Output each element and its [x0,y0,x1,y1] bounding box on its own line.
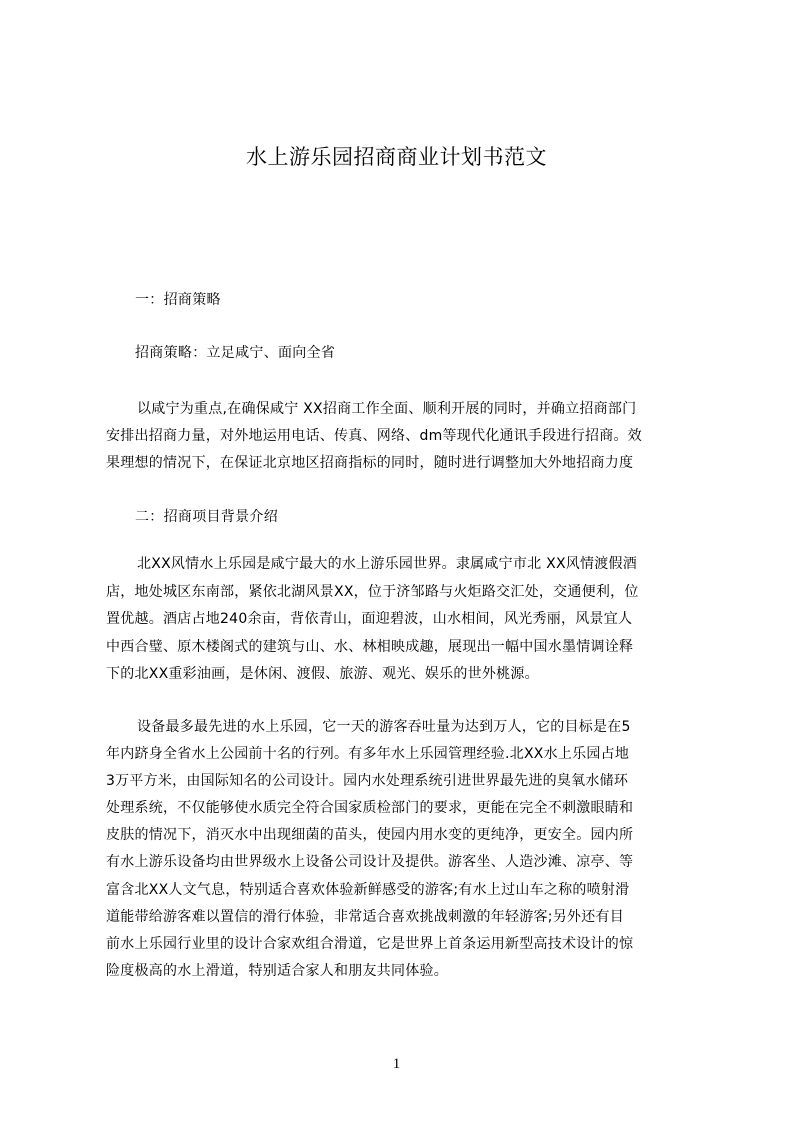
paragraph-line: 富含北XX人文气息，特别适合喜欢体验新鲜感受的游客;有水上过山车之称的喷射滑 [106,882,630,898]
paragraph-line: 处理系统，不仅能够使水质完全符合国家质检部门的要求，更能在完全不刺激眼睛和 [106,800,634,816]
paragraph-line: 果理想的情况下，在保证北京地区招商指标的同时，随时进行调整加大外地招商力度 [106,455,634,471]
paragraph-line: 皮肤的情况下，消灭水中出现细菌的苗头，使园内用水变的更纯净，更安全。园内所 [106,827,634,843]
page-number: 1 [392,1056,401,1072]
paragraph-line: 设备最多最先进的水上乐园，它一天的游客吞吐量为达到万人，它的目标是在5 [137,719,631,735]
strategy-subheading: 招商策略：立足咸宁、面向全省 [135,345,336,361]
paragraph-line: 北XX风情水上乐园是咸宁最大的水上游乐园世界。隶属咸宁市北 XX风情渡假酒 [137,556,638,572]
paragraph-line: 前水上乐园行业里的设计合家欢组合滑道，它是世界上首条运用新型高技术设计的惊 [106,936,634,952]
paragraph-line: 险度极高的水上滑道，特别适合家人和朋友共同体验。 [106,963,448,979]
paragraph-line: 年内跻身全省水上公园前十名的行列。有多年水上乐园管理经验.北XX水上乐园占地 [106,746,630,762]
paragraph-line: 置优越。酒店占地240余亩，背依青山，面迎碧波，山水相间，风光秀丽，风景宜人 [106,611,633,627]
paragraph-line: 道能带给游客难以置信的滑行体验，非常适合喜欢挑战刺激的年轻游客;另外还有目 [106,909,624,925]
paragraph-line: 店，地处城区东南部，紧依北湖风景XX，位于济邹路与火炬路交汇处，交通便利，位 [106,584,639,600]
paragraph-line: 3万平方米，由国际知名的公司设计。园内水处理系统引进世界最先进的臭氧水储环 [106,773,629,789]
document-title: 水上游乐园招商商业计划书范文 [246,145,547,169]
paragraph-line: 中西合璧、原木楼阁式的建筑与山、水、林相映成趣，展现出一幅中国水墨情调诠释 [106,639,634,655]
paragraph-line: 有水上游乐设备均由世界级水上设备公司设计及提供。游客坐、人造沙滩、凉亭、等 [106,854,634,870]
section-heading-investment-strategy: 一：招商策略 [135,292,221,308]
paragraph-line: 下的北XX重彩油画，是休闲、渡假、旅游、观光、娱乐的世外桃源。 [106,666,539,682]
paragraph-line: 以咸宁为重点,在确保咸宁 XX招商工作全面、顺利开展的同时，并确立招商部门 [137,401,637,417]
section-heading-project-background: 二：招商项目背景介绍 [135,509,278,525]
paragraph-line: 安排出招商力量，对外地运用电话、传真、网络、dm等现代化通讯手段进行招商。效 [106,428,643,444]
